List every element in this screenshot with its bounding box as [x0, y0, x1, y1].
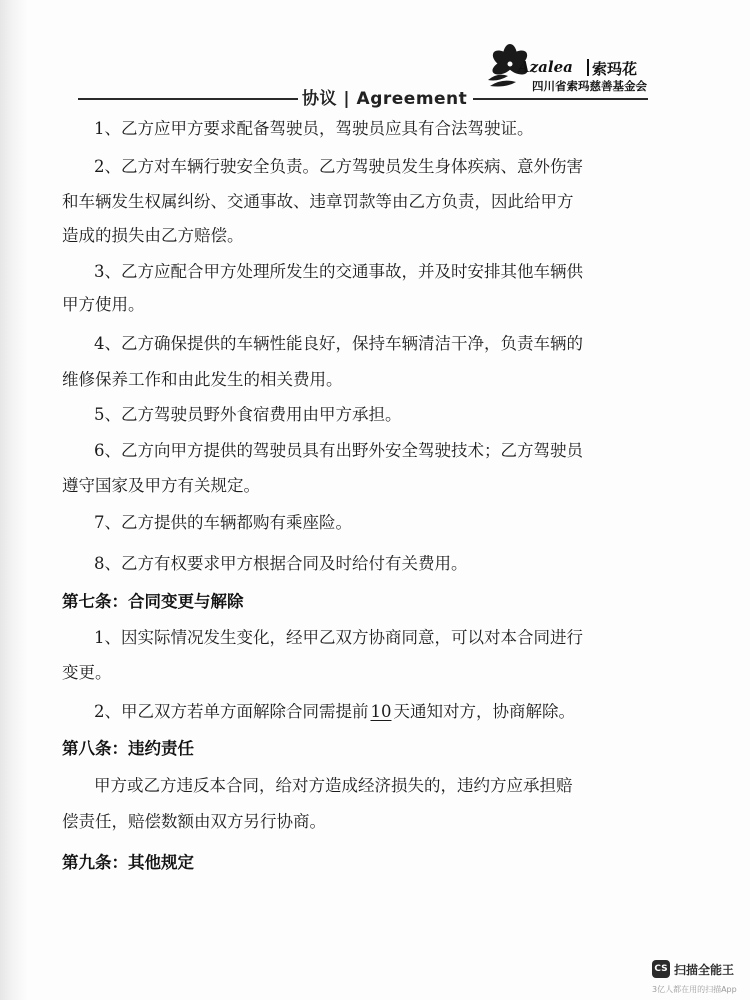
clause-line: 变更。: [62, 663, 112, 682]
clause-line: 8、乙方有权要求甲方根据合同及时给付有关费用。: [94, 554, 468, 573]
scanner-tagline: 3亿人都在用的扫描App: [652, 985, 737, 994]
logo-chinese-name: 索玛花: [592, 60, 638, 78]
clause-line: 4、乙方确保提供的车辆性能良好，保持车辆清洁干净，负责车辆的: [94, 334, 583, 353]
page-title: 协议 | Agreement: [298, 84, 473, 111]
clause-line: 1、乙方应甲方要求配备驾驶员，驾驶员应具有合法驾驶证。: [94, 119, 534, 138]
logo-separator: [587, 59, 589, 76]
notice-days-value: 10: [370, 702, 392, 721]
clause-line: 维修保养工作和由此发生的相关费用。: [62, 370, 343, 389]
clause-line: 遵守国家及甲方有关规定。: [62, 476, 260, 495]
article-9-heading: 第九条：其他规定: [62, 853, 194, 872]
clause-line: 和车辆发生权属纠纷、交通事故、违章罚款等由乙方负责，因此给甲方: [62, 192, 574, 211]
clause-line: 造成的损失由乙方赔偿。: [62, 226, 244, 245]
scanner-app-name: 扫描全能王: [674, 963, 735, 977]
logo-english-name: Azalea: [518, 58, 573, 76]
article-7-heading: 第七条：合同变更与解除: [62, 592, 244, 611]
clause-line: 3、乙方应配合甲方处理所发生的交通事故，并及时安排其他车辆供: [94, 262, 583, 281]
notice-clause-start: 2、甲乙双方若单方面解除合同需提前: [94, 702, 369, 721]
notice-clause-end: 天通知对方，协商解除。: [393, 702, 575, 721]
article-8-heading: 第八条：违约责任: [62, 739, 194, 758]
clause-line: 偿责任，赔偿数额由双方另行协商。: [62, 812, 326, 831]
clause-line: 7、乙方提供的车辆都购有乘座险。: [94, 513, 352, 532]
clause-line: 甲方使用。: [62, 295, 145, 314]
notice-period-clause: [94, 701, 575, 723]
clause-line: 甲方或乙方违反本合同，给对方造成经济损失的，违约方应承担赔: [94, 776, 573, 795]
clause-line: 5、乙方驾驶员野外食宿费用由甲方承担。: [94, 405, 402, 424]
scan-edge-shadow: [0, 0, 28, 1000]
clause-line: 2、乙方对车辆行驶安全负责。乙方驾驶员发生身体疾病、意外伤害: [94, 157, 583, 176]
clause-line: 1、因实际情况发生变化，经甲乙双方协商同意，可以对本合同进行: [94, 628, 583, 647]
camscanner-logo-icon: CS: [652, 960, 670, 978]
logo-organization-name: 四川省索玛慈善基金会: [532, 79, 647, 93]
foundation-logo: [480, 42, 652, 94]
clause-line: 6、乙方向甲方提供的驾驶员具有出野外安全驾驶技术；乙方驾驶员: [94, 441, 583, 460]
